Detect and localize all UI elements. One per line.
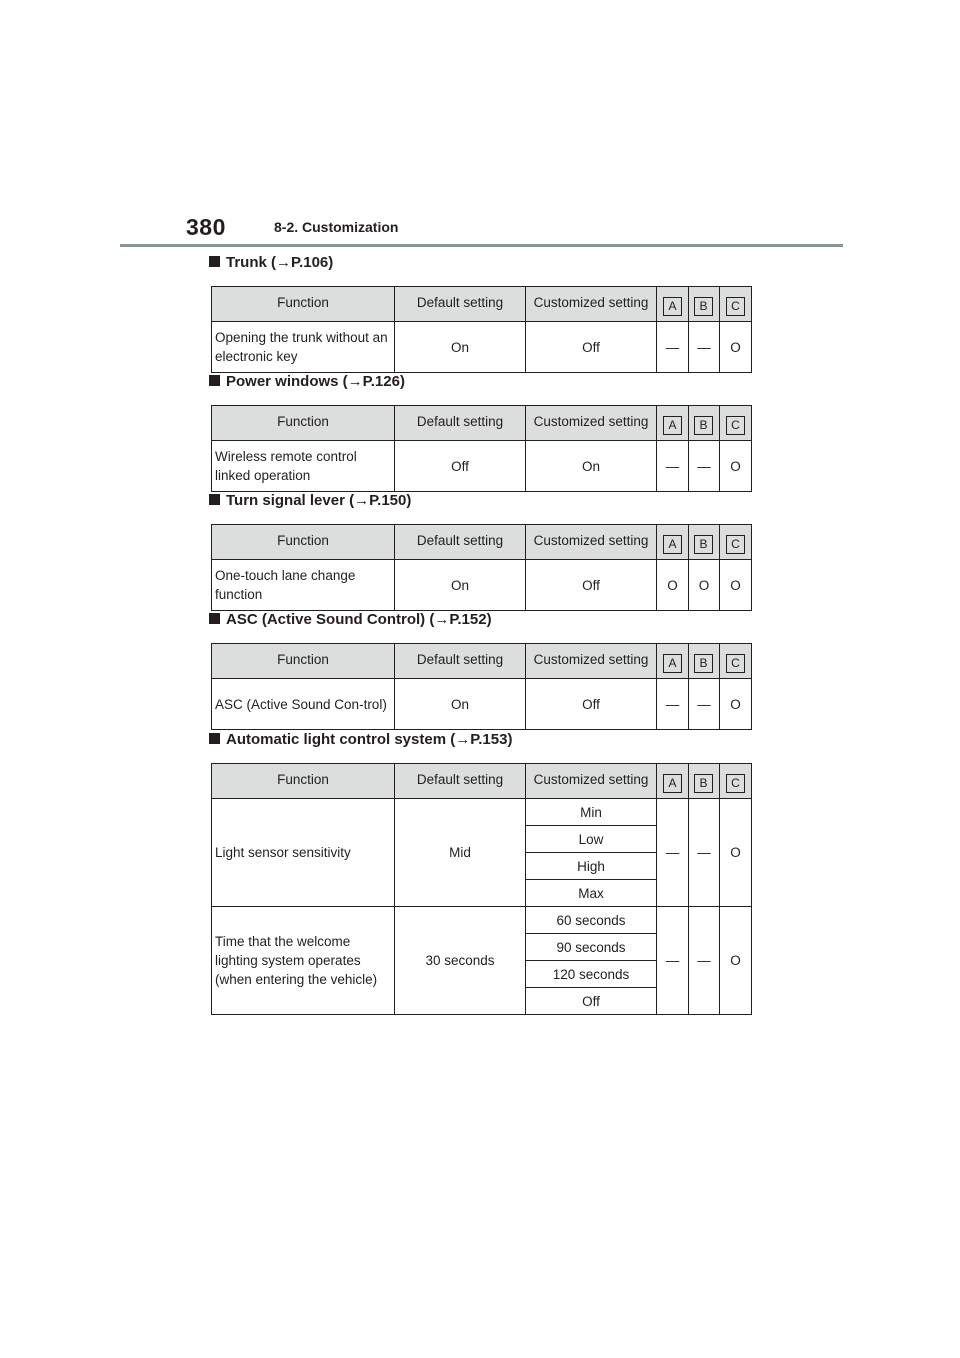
badge-b: B <box>694 774 713 793</box>
section-power-windows <box>211 371 751 492</box>
table-row <box>212 679 752 730</box>
badge-c: C <box>726 774 745 793</box>
col-c <box>720 525 752 560</box>
section-asc <box>211 609 751 730</box>
cell-a: — <box>657 907 689 1015</box>
col-customized <box>526 644 657 679</box>
cell-b: — <box>689 679 720 730</box>
cell-default: On <box>395 322 526 373</box>
col-customized-label: Customized setting <box>533 532 649 548</box>
cell-customized: On <box>526 441 657 492</box>
col-a <box>657 764 689 799</box>
col-customized-label: Customized setting <box>533 413 649 429</box>
col-customized-label: Customized setting <box>533 294 649 310</box>
table-row <box>212 322 752 373</box>
col-function-label: Function <box>277 532 329 548</box>
header-rule <box>120 244 843 247</box>
cell-default: On <box>395 679 526 730</box>
cell-c: O <box>720 799 752 907</box>
cell-default: 30 seconds <box>395 907 526 1015</box>
col-function-label: Function <box>277 413 329 429</box>
badge-c: C <box>726 416 745 435</box>
square-bullet-icon <box>209 494 220 505</box>
settings-table <box>211 643 752 730</box>
square-bullet-icon <box>209 613 220 624</box>
cell-customized: Off <box>526 560 657 611</box>
col-customized <box>526 406 657 441</box>
square-bullet-icon <box>209 375 220 386</box>
col-a <box>657 287 689 322</box>
cell-default: Mid <box>395 799 526 907</box>
square-bullet-icon <box>209 733 220 744</box>
badge-c: C <box>726 297 745 316</box>
section-title-text: Trunk (→P.106) <box>226 254 334 271</box>
cell-customized: Off <box>526 322 657 373</box>
cell-b: — <box>689 322 720 373</box>
col-customized-label: Customized setting <box>533 651 649 667</box>
col-default-label: Default setting <box>416 294 504 310</box>
badge-a: A <box>663 774 682 793</box>
cell-c: O <box>720 441 752 492</box>
section-title-text: Turn signal lever (→P.150) <box>226 492 412 509</box>
table-row <box>212 560 752 611</box>
cell-function: Opening the trunk without an electronic key <box>212 322 395 373</box>
cell-option: Min <box>526 799 657 826</box>
col-customized <box>526 287 657 322</box>
badge-b: B <box>694 416 713 435</box>
col-a <box>657 525 689 560</box>
section-turn-signal <box>211 490 751 611</box>
col-c <box>720 287 752 322</box>
section-title-text: Automatic light control system (→P.153) <box>226 731 513 748</box>
col-default <box>395 764 526 799</box>
section-title-text: Power windows (→P.126) <box>226 373 405 390</box>
col-b <box>689 525 720 560</box>
cell-a: O <box>657 560 689 611</box>
col-function-label: Function <box>277 771 329 787</box>
badge-b: B <box>694 535 713 554</box>
col-default-label: Default setting <box>416 771 504 787</box>
cell-option: Low <box>526 826 657 853</box>
table-header-row <box>212 644 752 679</box>
cell-option: 90 seconds <box>526 934 657 961</box>
cell-a: — <box>657 679 689 730</box>
col-default-label: Default setting <box>416 532 504 548</box>
cell-option: Off <box>526 988 657 1015</box>
col-customized-label: Customized setting <box>533 771 649 787</box>
badge-c: C <box>726 535 745 554</box>
cell-option: 60 seconds <box>526 907 657 934</box>
section-title <box>209 252 751 274</box>
cell-option: Max <box>526 880 657 907</box>
table-header-row <box>212 525 752 560</box>
cell-c: O <box>720 679 752 730</box>
cell-c: O <box>720 322 752 373</box>
section-title <box>209 371 751 393</box>
cell-option: 120 seconds <box>526 961 657 988</box>
cell-default: Off <box>395 441 526 492</box>
col-a <box>657 644 689 679</box>
section-trunk <box>211 252 751 373</box>
settings-table <box>211 286 752 373</box>
col-a <box>657 406 689 441</box>
col-default <box>395 406 526 441</box>
page-number: 380 <box>186 214 226 240</box>
table-row <box>212 441 752 492</box>
table-row <box>212 799 752 826</box>
col-c <box>720 406 752 441</box>
cell-option: High <box>526 853 657 880</box>
cell-a: — <box>657 441 689 492</box>
col-default-label: Default setting <box>416 413 504 429</box>
col-function <box>212 525 395 560</box>
badge-a: A <box>663 654 682 673</box>
cell-c: O <box>720 907 752 1015</box>
cell-c: O <box>720 560 752 611</box>
col-function <box>212 287 395 322</box>
badge-c: C <box>726 654 745 673</box>
cell-function: ASC (Active Sound Con-trol) <box>212 679 395 730</box>
col-c <box>720 644 752 679</box>
badge-a: A <box>663 297 682 316</box>
badge-b: B <box>694 654 713 673</box>
badge-b: B <box>694 297 713 316</box>
table-header-row <box>212 764 752 799</box>
cell-function: Light sensor sensitivity <box>212 799 395 907</box>
cell-a: — <box>657 799 689 907</box>
cell-b: — <box>689 799 720 907</box>
table-header-row <box>212 287 752 322</box>
section-label: 8-2. Customization <box>274 219 399 235</box>
square-bullet-icon <box>209 256 220 267</box>
col-customized <box>526 525 657 560</box>
cell-b: — <box>689 907 720 1015</box>
col-customized <box>526 764 657 799</box>
cell-b: O <box>689 560 720 611</box>
section-title <box>209 609 751 631</box>
col-function <box>212 406 395 441</box>
cell-function: Time that the welcome lighting system operates (when entering the vehicle) <box>212 907 395 1015</box>
col-b <box>689 406 720 441</box>
settings-table <box>211 405 752 492</box>
col-b <box>689 287 720 322</box>
col-default-label: Default setting <box>416 651 504 667</box>
section-auto-light <box>211 729 751 1015</box>
section-title <box>209 729 751 751</box>
table-row <box>212 907 752 934</box>
badge-a: A <box>663 416 682 435</box>
cell-customized: Off <box>526 679 657 730</box>
col-function-label: Function <box>277 294 329 310</box>
table-header-row <box>212 406 752 441</box>
section-title-text: ASC (Active Sound Control) (→P.152) <box>226 611 492 628</box>
settings-table <box>211 524 752 611</box>
section-title <box>209 490 751 512</box>
cell-default: On <box>395 560 526 611</box>
col-function <box>212 644 395 679</box>
col-default <box>395 525 526 560</box>
col-function <box>212 764 395 799</box>
settings-table <box>211 763 752 1015</box>
col-b <box>689 764 720 799</box>
col-default <box>395 287 526 322</box>
col-b <box>689 644 720 679</box>
cell-a: — <box>657 322 689 373</box>
col-default <box>395 644 526 679</box>
cell-function: One-touch lane change function <box>212 560 395 611</box>
col-function-label: Function <box>277 651 329 667</box>
badge-a: A <box>663 535 682 554</box>
cell-function: Wireless remote control linked operation <box>212 441 395 492</box>
col-c <box>720 764 752 799</box>
cell-b: — <box>689 441 720 492</box>
